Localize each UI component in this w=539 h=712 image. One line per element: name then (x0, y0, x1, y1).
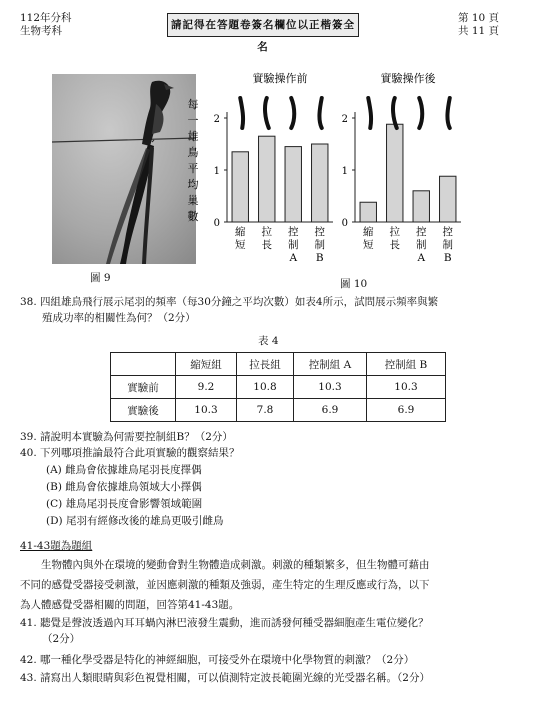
x-category-label: 制 (442, 239, 453, 251)
question-38-line2: 殖成功率的相關性為何？（2分） (42, 312, 196, 324)
table-header-row (111, 353, 446, 376)
table-cell: 6.9 (367, 399, 446, 422)
x-category-label: 短 (235, 239, 246, 251)
question-38 (20, 294, 525, 326)
chart-bar (413, 191, 429, 222)
header-subject: 生物考科 (20, 25, 62, 37)
tail-feather-icon (240, 98, 243, 128)
table-cell: 10.3 (367, 376, 446, 399)
y-axis-label-char: 數 (187, 210, 199, 223)
tail-feather-icon (419, 98, 422, 128)
x-category-label: 長 (261, 239, 272, 251)
signature-banner: 請記得在答題卷簽名欄位以正楷簽全名 (167, 13, 359, 37)
chart-bar (312, 144, 328, 222)
chart-before (214, 71, 333, 264)
chart-title: 實驗操作前 (252, 72, 308, 85)
question-42: 42. 哪一種化學受器是特化的神經細胞，可接受外在環境中化學物質的刺激？（2分） (20, 654, 415, 666)
question-39: 39. 請說明本實驗為何需要控制組B？（2分） (20, 431, 233, 443)
x-category-label: 縮 (235, 226, 246, 238)
page-number: 第 10 頁 (458, 12, 500, 24)
table-row (111, 376, 446, 399)
q40-option-a: (A) 雌鳥會依據雄鳥尾羽長度擇偶 (46, 464, 202, 476)
y-axis-label-char: 鳥 (187, 146, 199, 159)
chart-bar (259, 136, 275, 222)
figure-10-caption: 圖 10 (340, 278, 368, 290)
group-intro-line3: 為人體感覺受器相關的問題，回答第41-43題。 (20, 599, 240, 611)
header-subject-block (20, 12, 72, 38)
figure-10-chart (185, 66, 485, 276)
x-category-label: A (289, 252, 298, 264)
x-category-label: 制 (314, 239, 325, 251)
table-4 (110, 352, 446, 422)
chart-bar (440, 176, 456, 222)
figure-9-bird-photo (52, 74, 196, 264)
question-41-line1: 41. 聽覺是聲波透過內耳耳蝸內淋巴液發生震動，進而誘發何種受器細胞產生電位變化？ (20, 617, 429, 629)
x-category-label: 拉 (389, 226, 400, 238)
x-category-label: 制 (288, 239, 299, 251)
table-cell: 10.8 (237, 376, 294, 399)
tail-feather-icon (319, 98, 321, 128)
tail-feather-icon (368, 98, 371, 128)
q40-option-b: (B) 雌鳥會依據雄鳥領域大小擇偶 (46, 481, 202, 493)
table-4-title: 表 4 (258, 335, 279, 347)
y-tick-label: 0 (213, 218, 220, 229)
chart-bar (232, 152, 248, 222)
table-cell: 實驗後 (111, 399, 176, 422)
question-41-line2: （2分） (42, 633, 81, 645)
table-cell: 7.8 (237, 399, 294, 422)
table-header-cell: 縮短組 (176, 353, 237, 376)
y-axis-label-char: 平 (187, 162, 199, 175)
x-category-label: B (443, 252, 452, 264)
chart-bar (387, 124, 403, 222)
x-category-label: 控 (416, 226, 427, 238)
tail-feather-icon (447, 98, 449, 128)
question-group-title: 41-43題為題組 (20, 540, 93, 552)
q40-option-d: (D) 尾羽有經修改後的雄鳥更吸引雌鳥 (46, 515, 224, 527)
y-axis-label-char: 雄 (187, 130, 199, 143)
chart-bar (285, 147, 301, 222)
x-category-label: 制 (416, 239, 427, 251)
question-38-line1: 38. 四組雄鳥飛行展示尾羽的頻率（每30分鐘之平均次數）如表4所示，試問展示頻率與繁 (20, 296, 439, 308)
y-axis-label-char: 一 (187, 114, 199, 127)
y-tick-label: 2 (341, 114, 348, 125)
question-41 (20, 615, 525, 647)
question-43: 43. 請寫出人類眼睛與彩色視覺相關，可以偵測特定波長範圍光線的光受器名稱。（2分） (20, 672, 430, 684)
table-header-cell: 控制組 B (367, 353, 446, 376)
x-category-label: A (417, 252, 426, 264)
chart-after (342, 71, 461, 264)
tail-feather-icon (265, 98, 269, 128)
x-category-label: B (315, 252, 324, 264)
y-tick-label: 1 (213, 166, 220, 177)
x-category-label: 控 (288, 226, 299, 238)
x-category-label: 控 (314, 226, 325, 238)
x-category-label: 控 (442, 226, 453, 238)
x-category-label: 長 (389, 239, 400, 251)
group-intro-line1: 生物體內與外在環境的變動會對生物體造成刺激。刺激的種類繁多，但生物體可藉由 (41, 559, 430, 571)
table-cell: 9.2 (176, 376, 237, 399)
group-intro-line2: 不同的感覺受器接受刺激，並因應刺激的種類及強弱，產生特定的生理反應或行為，以下 (20, 579, 430, 591)
y-axis-label (188, 97, 199, 223)
table-row (111, 399, 446, 422)
table-cell: 6.9 (294, 399, 367, 422)
figure-9-caption: 圖 9 (90, 272, 111, 284)
chart-bar (360, 202, 376, 222)
y-axis-label-char: 每 (187, 98, 199, 111)
y-tick-label: 2 (213, 114, 220, 125)
table-header-cell: 控制組 A (294, 353, 367, 376)
page-total: 共 11 頁 (458, 25, 500, 37)
q40-option-c: (C) 雄鳥尾羽長度會影響領域範圍 (46, 498, 203, 510)
tail-feather-icon (393, 98, 397, 128)
table-header-cell: 拉長組 (237, 353, 294, 376)
y-axis-label-char: 巢 (187, 194, 199, 207)
y-tick-label: 1 (341, 166, 348, 177)
header-page-block (458, 12, 499, 38)
y-tick-label: 0 (341, 218, 348, 229)
x-category-label: 短 (363, 239, 374, 251)
question-40: 40. 下列哪項推論最符合此項實驗的觀察結果？ (20, 447, 240, 459)
header-year: 112年分科 (20, 12, 72, 24)
x-category-label: 縮 (363, 226, 374, 238)
tail-feather-icon (291, 98, 294, 128)
table-header-cell (111, 353, 176, 376)
y-axis-label-char: 均 (187, 178, 199, 191)
table-cell: 實驗前 (111, 376, 176, 399)
table-cell: 10.3 (176, 399, 237, 422)
chart-title: 實驗操作後 (380, 72, 436, 85)
x-category-label: 拉 (261, 226, 272, 238)
table-cell: 10.3 (294, 376, 367, 399)
